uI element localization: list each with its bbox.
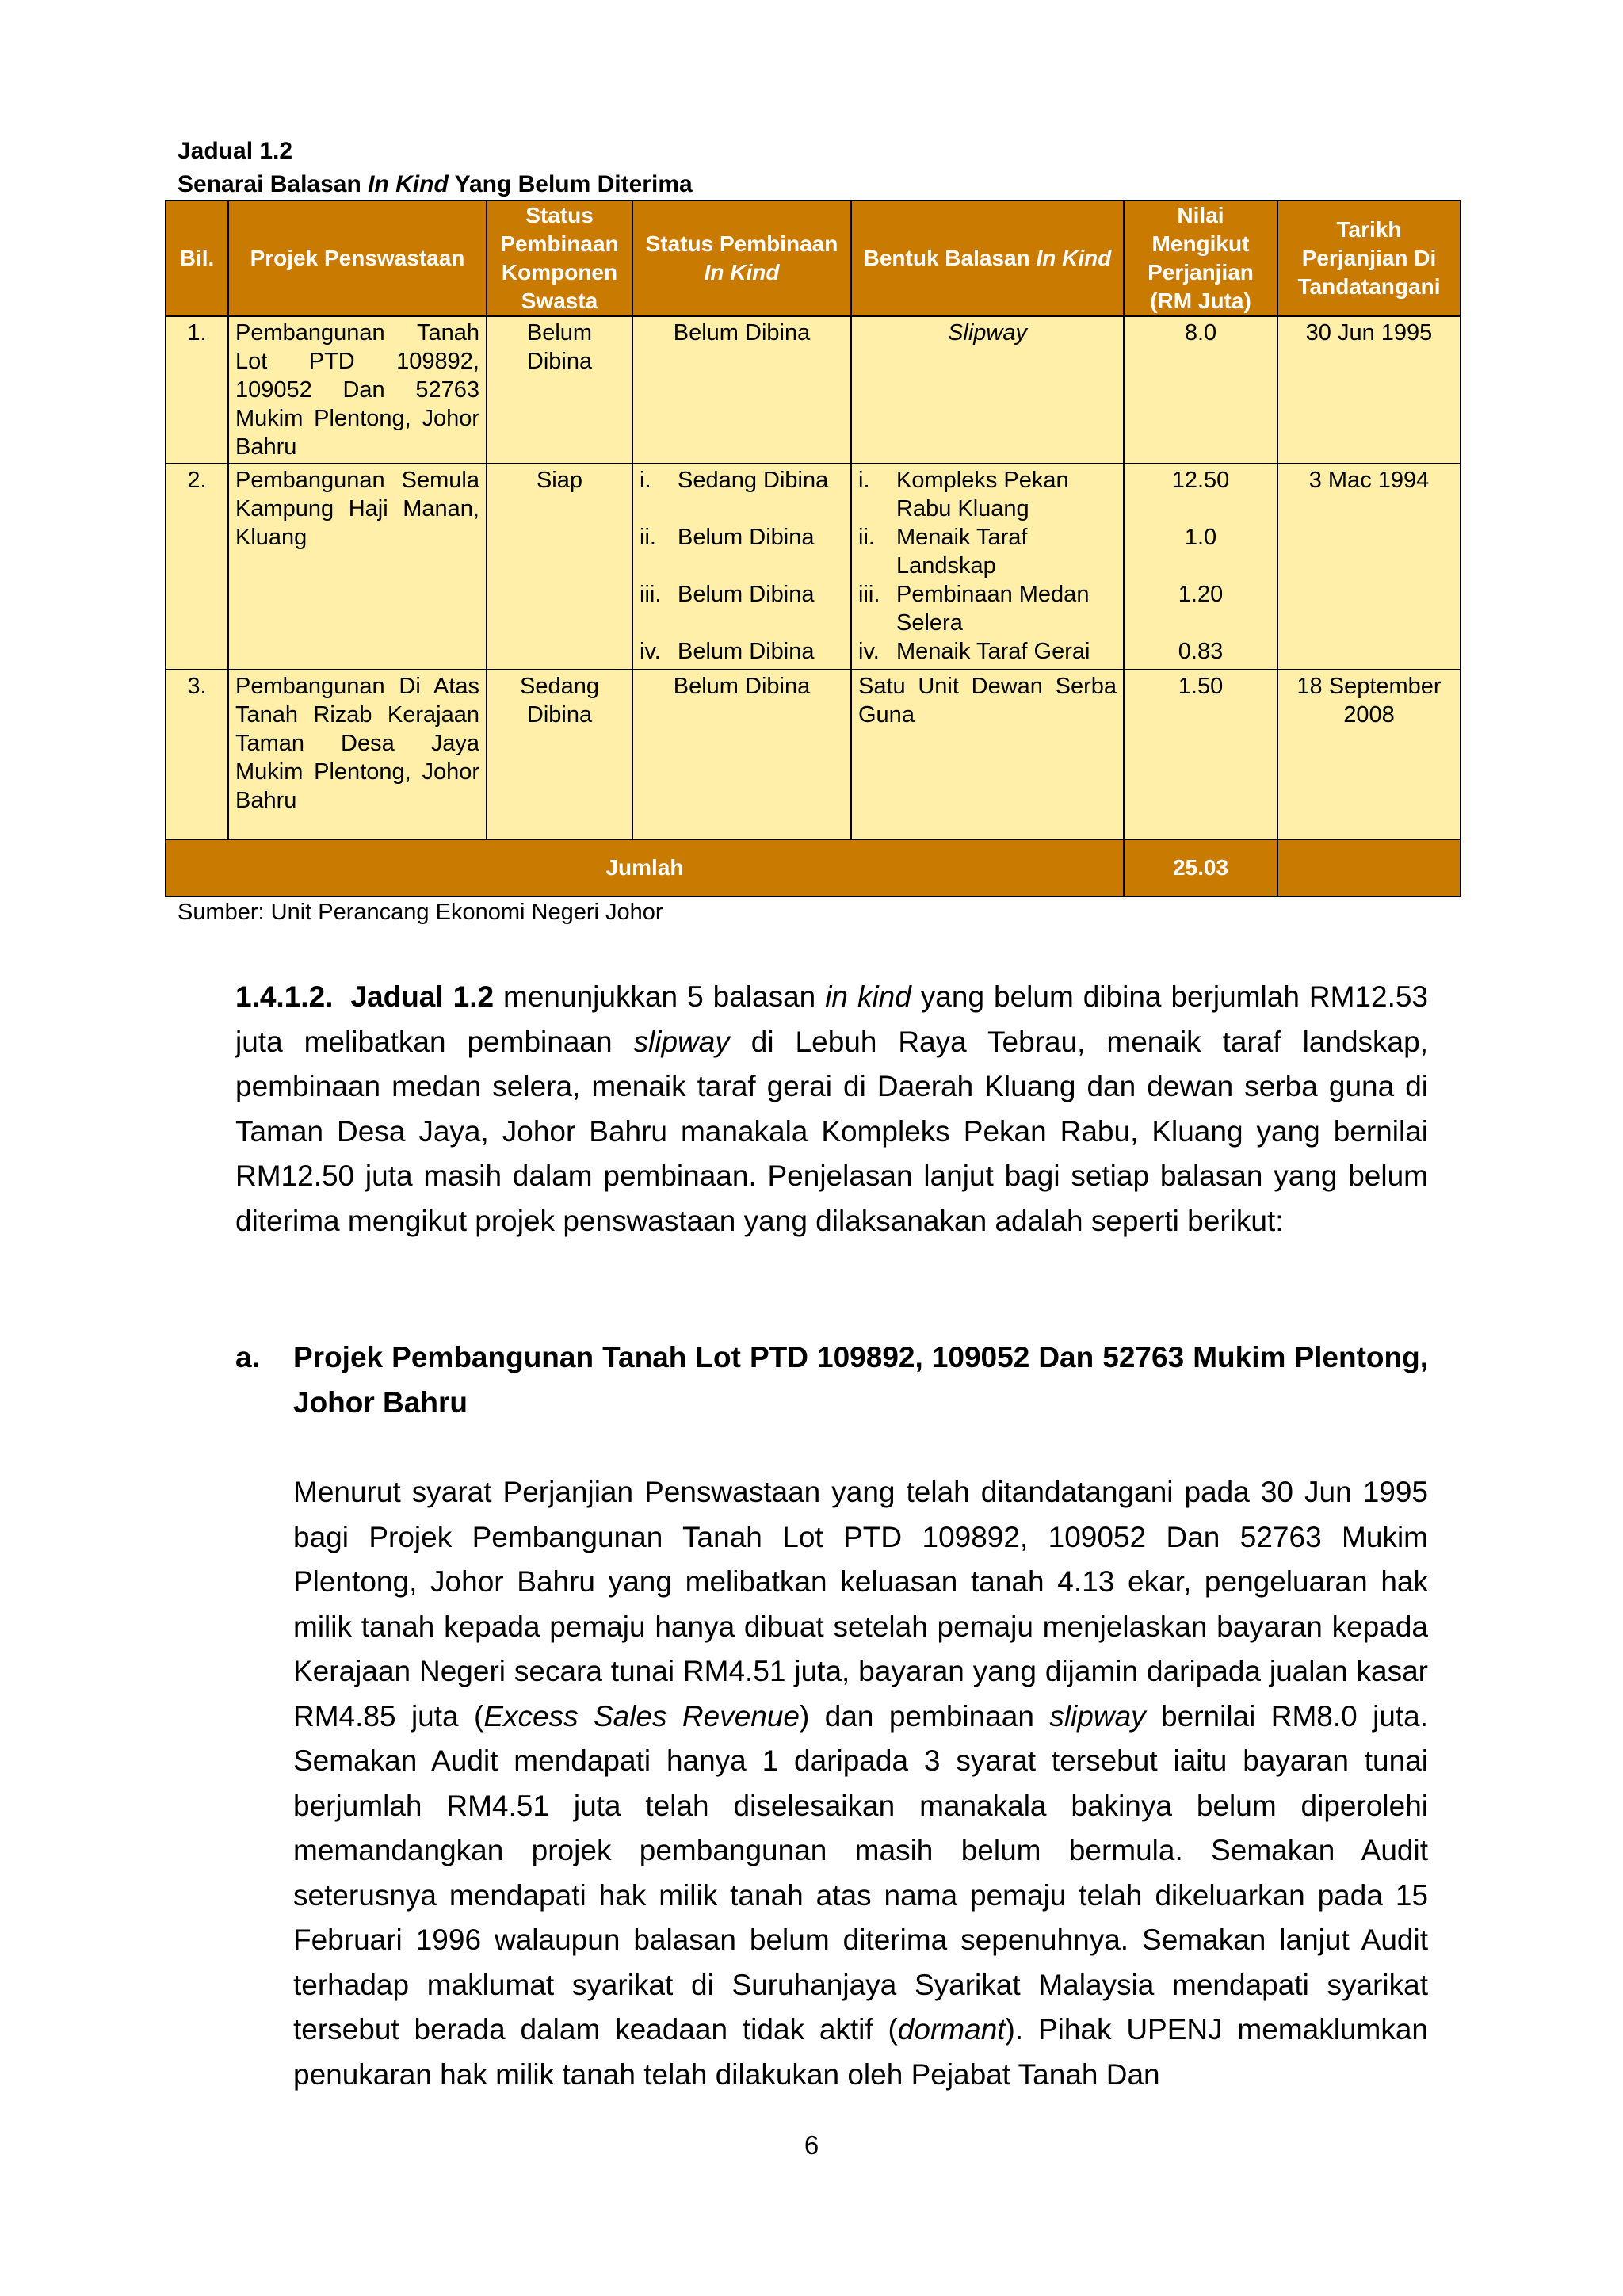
cell-tarikh: 3 Mac 1994 bbox=[1277, 464, 1461, 670]
cell-status-in-kind bbox=[632, 464, 851, 670]
cell-status-komponen: Sedang Dibina bbox=[487, 670, 632, 839]
table-source: Sumber: Unit Perancang Ekonomi Negeri Johor bbox=[178, 900, 663, 925]
sub-item: ii. Belum Dibina bbox=[640, 525, 815, 550]
cell-status-komponen: Siap bbox=[487, 464, 632, 670]
total-label: Jumlah bbox=[166, 839, 1124, 896]
cell-tarikh: 30 Jun 1995 bbox=[1277, 316, 1461, 464]
cell-bil: 3. bbox=[166, 670, 228, 839]
sub-item: ii. Menaik Taraf Landskap bbox=[858, 525, 1028, 579]
header-projek: Projek Penswastaan bbox=[228, 201, 487, 316]
cell-bentuk: Satu Unit Dewan Serba Guna bbox=[851, 670, 1124, 839]
header-bil: Bil. bbox=[166, 201, 228, 316]
section-heading-a: a. Projek Pembangunan Tanah Lot PTD 109892, 109052 Dan 52763 Mukim Plentong, Johor Bahru bbox=[235, 1341, 1428, 1419]
table-row bbox=[166, 670, 1461, 839]
cell-status-komponen: Belum Dibina bbox=[487, 316, 632, 464]
cell-bil: 1. bbox=[166, 316, 228, 464]
cell-bentuk bbox=[851, 464, 1124, 670]
table-label: Jadual 1.2 bbox=[178, 138, 293, 164]
cell-status-in-kind: Belum Dibina bbox=[632, 316, 851, 464]
paragraph-1-4-1-2: 1.4.1.2. Jadual 1.2 menunjukkan 5 balasan in kind yang belum dibina berjumlah RM12.53 juta melibatkan pembinaan slipway di Lebuh Raya Tebrau, menaik taraf landskap, pembinaan medan selera, menaik taraf gerai di Daerah Kluang dan dewan serba guna di Taman Desa Jaya, Johor Bahru manakala Kompleks Pekan Rabu, Kluang yang bernilai RM12.50 juta masih dalam pembinaan. Penjelasan lanjut bagi setiap balasan yang belum diterima mengikut projek penswastaan yang dilaksanakan adalah seperti berikut: bbox=[235, 980, 1429, 1237]
table-row bbox=[166, 316, 1461, 464]
cell-projek: Pembangunan Di Atas Tanah Rizab Kerajaan Taman Desa Jaya Mukim Plentong, Johor Bahru bbox=[228, 670, 487, 839]
header-tarikh: Tarikh Perjanjian Di Tandatangani bbox=[1277, 201, 1461, 316]
total-row bbox=[166, 839, 1461, 896]
sub-item: iv. Menaik Taraf Gerai bbox=[858, 639, 1090, 664]
cell-tarikh: 18 September 2008 bbox=[1277, 670, 1461, 839]
cell-bentuk: Slipway bbox=[851, 316, 1124, 464]
total-value: 25.03 bbox=[1124, 839, 1277, 896]
cell-bil: 2. bbox=[166, 464, 228, 670]
cell-status-in-kind: Belum Dibina bbox=[632, 670, 851, 839]
cell-projek: Pembangunan Tanah Lot PTD 109892, 109052 Dan 52763 Mukim Plentong, Johor Bahru bbox=[228, 316, 487, 464]
table-title: Senarai Balasan In Kind Yang Belum Diterima bbox=[178, 171, 693, 197]
total-empty bbox=[1277, 839, 1461, 896]
table-header-row bbox=[166, 201, 1461, 316]
paragraph-section-a: Menurut syarat Perjanjian Penswastaan yang telah ditandatangani pada 30 Jun 1995 bagi Projek Pembangunan Tanah Lot PTD 109892, 109052 Dan 52763 Mukim Plentong, Johor Bahru yang melibatkan keluasan tanah 4.13 ekar, pengeluaran hak milik tanah kepada pemaju hanya dibuat setelah pemaju menjelaskan bayaran kepada Kerajaan Negeri secara tunai RM4.51 juta, bayaran yang dijamin daripada jualan kasar RM4.85 juta (Excess Sales Revenue) dan pembinaan slipway bernilai RM8.0 juta. Semakan Audit mendapati hanya 1 daripada 3 syarat tersebut iaitu bayaran tunai berjumlah RM4.51 juta telah diselesaikan manakala bakinya belum diperolehi memandangkan projek pembangunan masih belum bermula. Semakan Audit seterusnya mendapati hak milik tanah atas nama pemaju telah dikeluarkan pada 15 Februari 1996 walaupun balasan belum diterima sepenuhnya. Semakan lanjut Audit terhadap maklumat syarikat di Suruhanjaya Syarikat Malaysia mendapati syarikat tersebut berada dalam keadaan tidak aktif (dormant). Pihak UPENJ memaklumkan penukaran hak milik tanah telah dilakukan oleh Pejabat Tanah Dan bbox=[293, 1476, 1429, 2091]
table-row bbox=[166, 464, 1461, 670]
header-bentuk: Bentuk Balasan In Kind bbox=[851, 201, 1124, 316]
in-kind-table bbox=[165, 200, 1461, 897]
cell-projek: Pembangunan Semula Kampung Haji Manan, Kluang bbox=[228, 464, 487, 670]
header-status-in-kind: Status Pembinaan In Kind bbox=[632, 201, 851, 316]
sub-item: iii. Belum Dibina bbox=[640, 582, 815, 607]
sub-item: i. Sedang Dibina bbox=[640, 468, 829, 493]
page-number: 6 bbox=[804, 2130, 819, 2160]
header-nilai: Nilai Mengikut Perjanjian (RM Juta) bbox=[1124, 201, 1277, 316]
header-status-komponen: Status Pembinaan Komponen Swasta bbox=[487, 201, 632, 316]
sub-item: iv. Belum Dibina bbox=[640, 639, 815, 664]
cell-nilai: 8.0 bbox=[1124, 316, 1277, 464]
cell-nilai: 12.50 1.0 1.20 0.83 bbox=[1124, 464, 1277, 670]
sub-item: i. Kompleks Pekan Rabu Kluang bbox=[858, 468, 1069, 521]
sub-item: iii. Pembinaan Medan Selera bbox=[858, 582, 1090, 636]
cell-nilai: 1.50 bbox=[1124, 670, 1277, 839]
